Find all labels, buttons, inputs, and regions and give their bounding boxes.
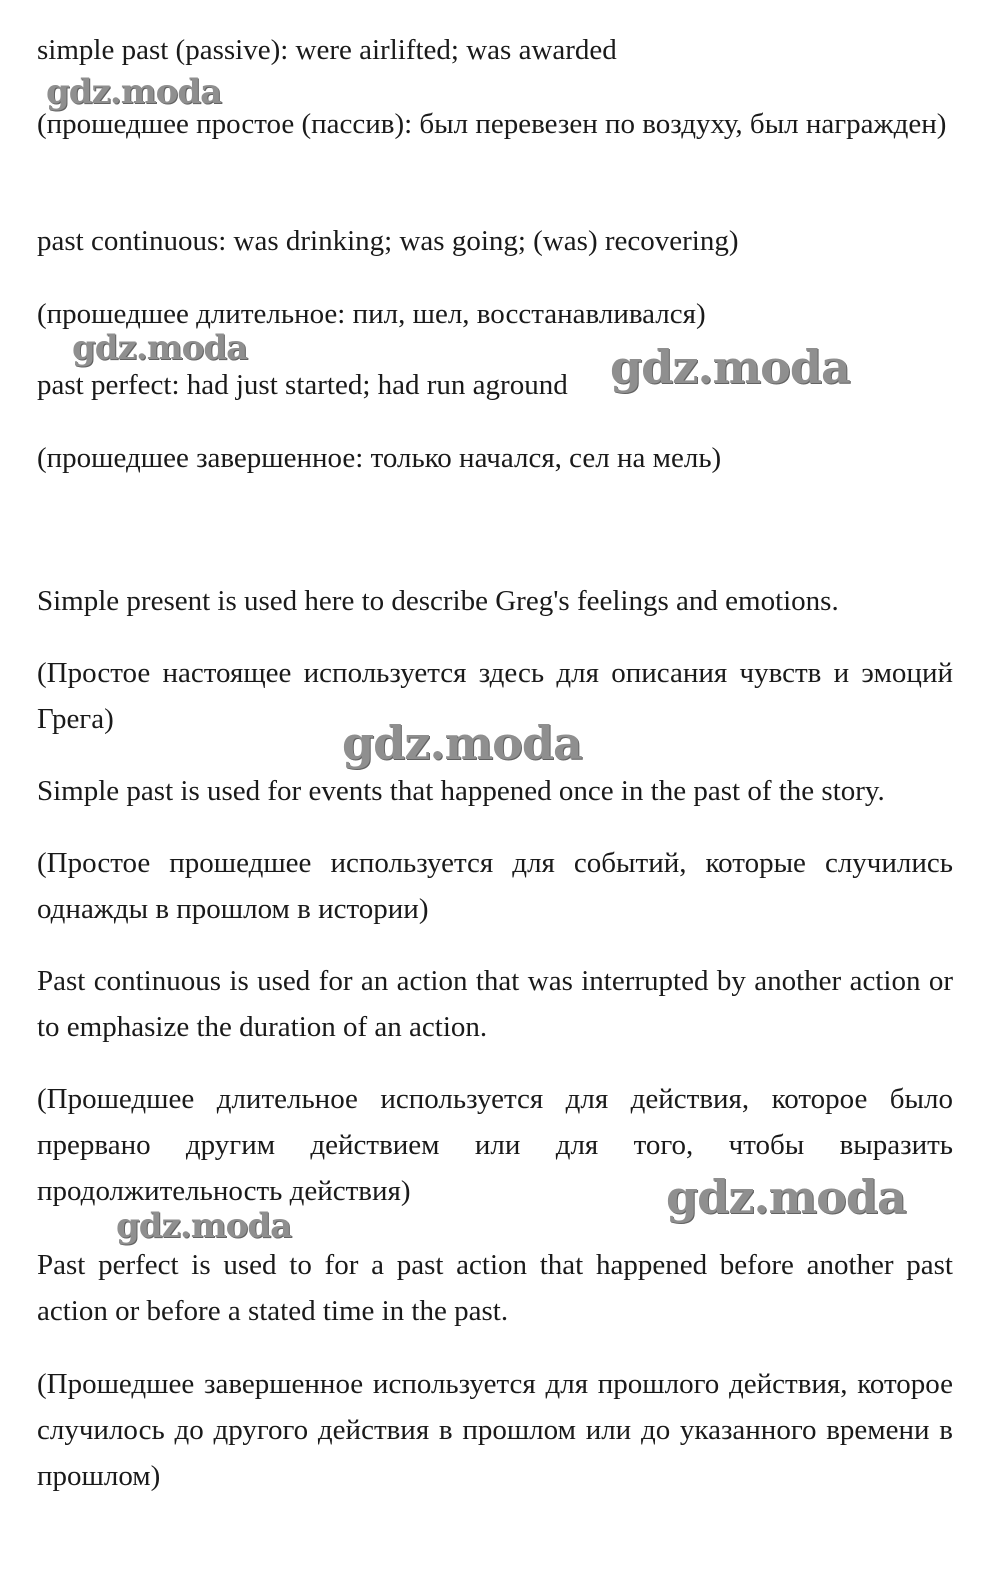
watermark-logo: gdz.moda bbox=[610, 340, 850, 394]
watermark-logo: gdz.moda bbox=[666, 1170, 906, 1224]
text-line-past-continuous-ru: (прошедшее длительное: пил, шел, восстанавливался) bbox=[37, 298, 706, 330]
text-line-simple-past-usage: Simple past is used for events that happened once in the past of the story. bbox=[37, 775, 885, 807]
watermark-logo: gdz.moda bbox=[342, 716, 582, 770]
watermark-logo: gdz.moda bbox=[46, 72, 222, 112]
text-paragraph-past-continuous-usage-ru: (Прошедшее длительное используется для действия, которое было прервано другим действием или для того, чтобы выразить продолжительность действия) bbox=[37, 1083, 953, 1207]
watermark-logo: gdz.moda bbox=[72, 328, 248, 368]
text-line-past-perfect: past perfect: had just started; had run aground bbox=[37, 369, 568, 401]
watermark-logo: gdz.moda bbox=[116, 1206, 292, 1246]
text-line-past-continuous: past continuous: was drinking; was going; (was) recovering) bbox=[37, 225, 739, 257]
text-line-simple-past-passive: simple past (passive): were airlifted; was awarded bbox=[37, 34, 617, 66]
text-paragraph-past-perfect-usage: Past perfect is used to for a past action that happened before another past action or before a stated time in the past. bbox=[37, 1249, 953, 1327]
text-paragraph-simple-past-usage-ru: (Простое прошедшее используется для событий, которые случились однажды в прошлом в истории) bbox=[37, 847, 953, 925]
text-paragraph-past-continuous-usage: Past continuous is used for an action that was interrupted by another action or to emphasize the duration of an action. bbox=[37, 965, 953, 1043]
text-line-past-perfect-ru: (прошедшее завершенное: только начался, сел на мель) bbox=[37, 442, 722, 474]
text-paragraph-simple-past-passive-ru: (прошедшее простое (пассив): был перевезен по воздуху, был награжден) bbox=[37, 108, 947, 140]
text-paragraph-simple-present-usage-ru: (Простое настоящее используется здесь для описания чувств и эмоций Грега) bbox=[37, 657, 953, 735]
text-paragraph-past-perfect-usage-ru: (Прошедшее завершенное используется для прошлого действия, которое случилось до другого действия в прошлом или до указанного времени в прошлом) bbox=[37, 1368, 953, 1492]
text-line-simple-present-usage: Simple present is used here to describe Greg's feelings and emotions. bbox=[37, 585, 839, 617]
